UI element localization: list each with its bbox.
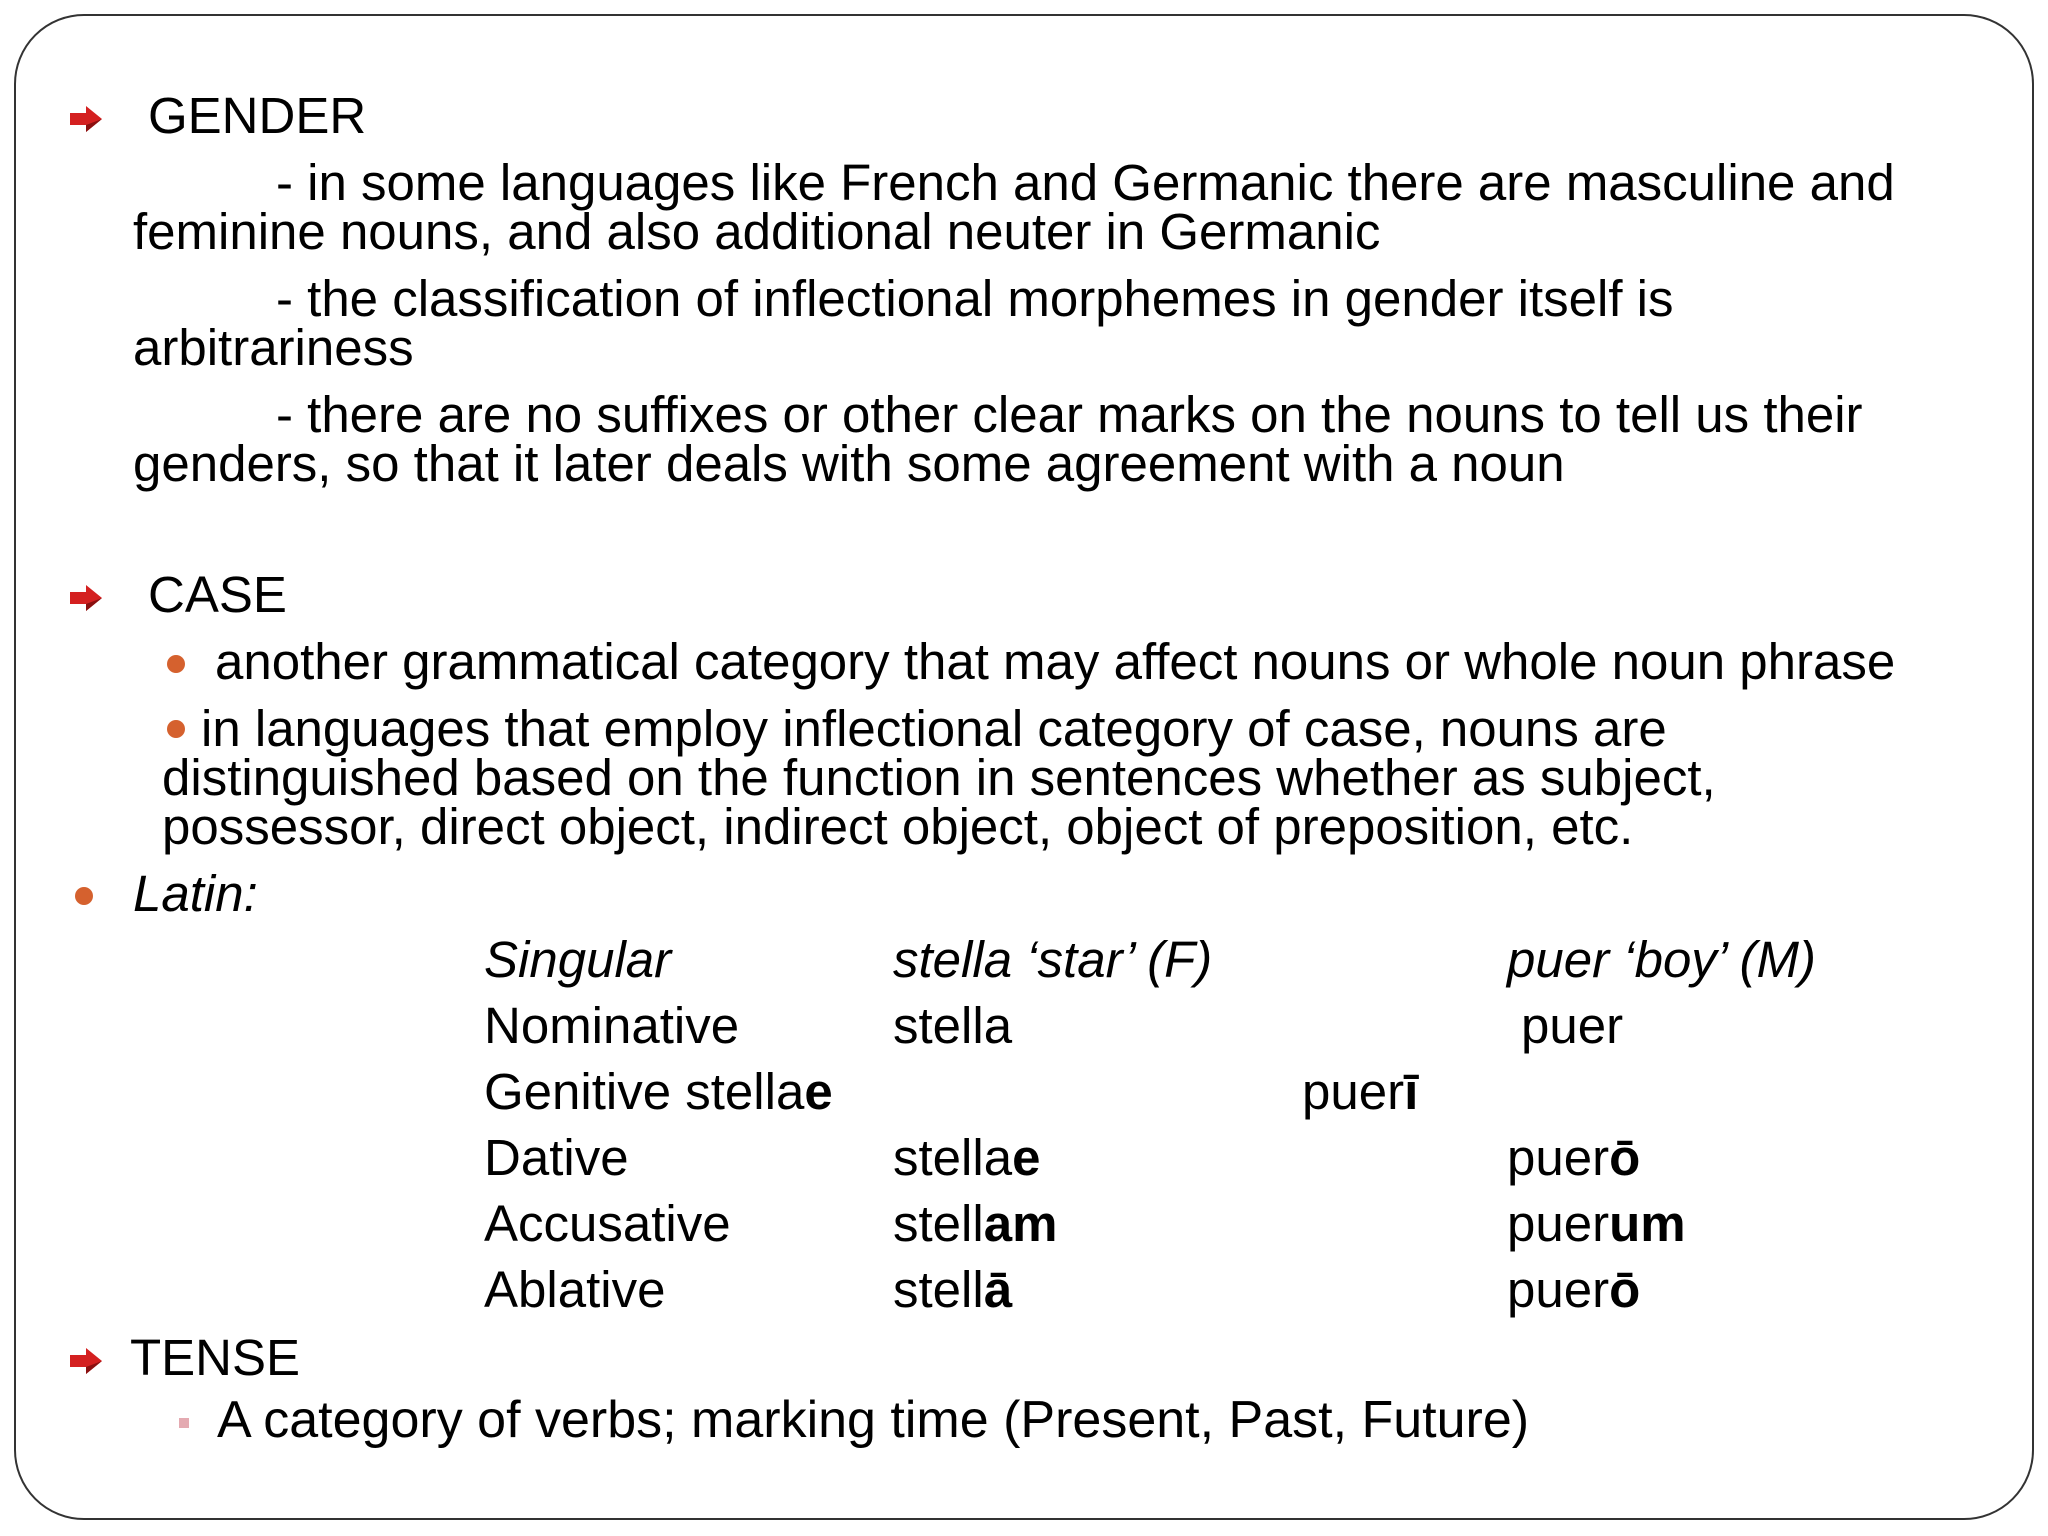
row-nominative-stella: stella [893, 997, 1013, 1054]
row-ablative-stella: stellā [893, 1261, 1013, 1318]
gender-p2-line1: - the classification of inflectional morphemes in gender itself is [276, 270, 1674, 327]
case-heading: CASE [148, 566, 287, 623]
row-dative-puer: puerō [1507, 1129, 1641, 1186]
row-accusative-stella: stellam [893, 1195, 1058, 1252]
square-bullet-icon [179, 1418, 189, 1428]
row-genitive-case: Genitive stellae [484, 1063, 833, 1120]
gender-p2-line2: arbitrariness [133, 319, 414, 376]
row-ablative-case: Ablative [484, 1261, 666, 1318]
row-accusative-case: Accusative [484, 1195, 731, 1252]
table-header-singular: Singular [484, 931, 672, 988]
row-nominative-puer: puer [1521, 997, 1624, 1054]
tense-bullet-1: A category of verbs; marking time (Present, Past, Future) [217, 1391, 1530, 1449]
gender-p3-line2: genders, so that it later deals with some agreement with a noun [133, 435, 1565, 492]
arrow-bullet-icon [70, 1348, 102, 1374]
row-dative-stella: stellae [893, 1129, 1041, 1186]
tense-heading: TENSE [130, 1329, 301, 1386]
row-ablative-puer: puerō [1507, 1261, 1641, 1318]
case-bullet-2-line3: possessor, direct object, indirect object, object of preposition, etc. [162, 798, 1634, 855]
row-dative-case: Dative [484, 1129, 629, 1186]
table-header-stella: stella ‘star’ (F) [893, 931, 1213, 988]
gender-p1-line1: - in some languages like French and Germanic there are masculine and [276, 154, 1895, 211]
arrow-bullet-icon [70, 585, 102, 611]
case-bullet-1: another grammatical category that may affect nouns or whole noun phrase [215, 633, 1896, 690]
case-bullet-2-line1: in languages that employ inflectional category of case, nouns are [201, 700, 1667, 757]
latin-label: Latin: [133, 865, 258, 922]
case-bullet-2-line2: distinguished based on the function in sentences whether as subject, [162, 749, 1716, 806]
gender-p1-line2: feminine nouns, and also additional neuter in Germanic [133, 203, 1381, 260]
gender-p3-line1: - there are no suffixes or other clear marks on the nouns to tell us their [276, 386, 1863, 443]
row-nominative-case: Nominative [484, 997, 740, 1054]
arrow-bullet-icon [70, 106, 102, 132]
row-accusative-puer: puerum [1507, 1195, 1686, 1252]
dot-bullet-icon [75, 887, 93, 905]
dot-bullet-icon [167, 720, 185, 738]
table-header-puer: puer ‘boy’ (M) [1507, 931, 1816, 988]
gender-heading: GENDER [148, 87, 367, 144]
row-genitive-puer: puerī [1302, 1063, 1419, 1120]
dot-bullet-icon [167, 655, 185, 673]
